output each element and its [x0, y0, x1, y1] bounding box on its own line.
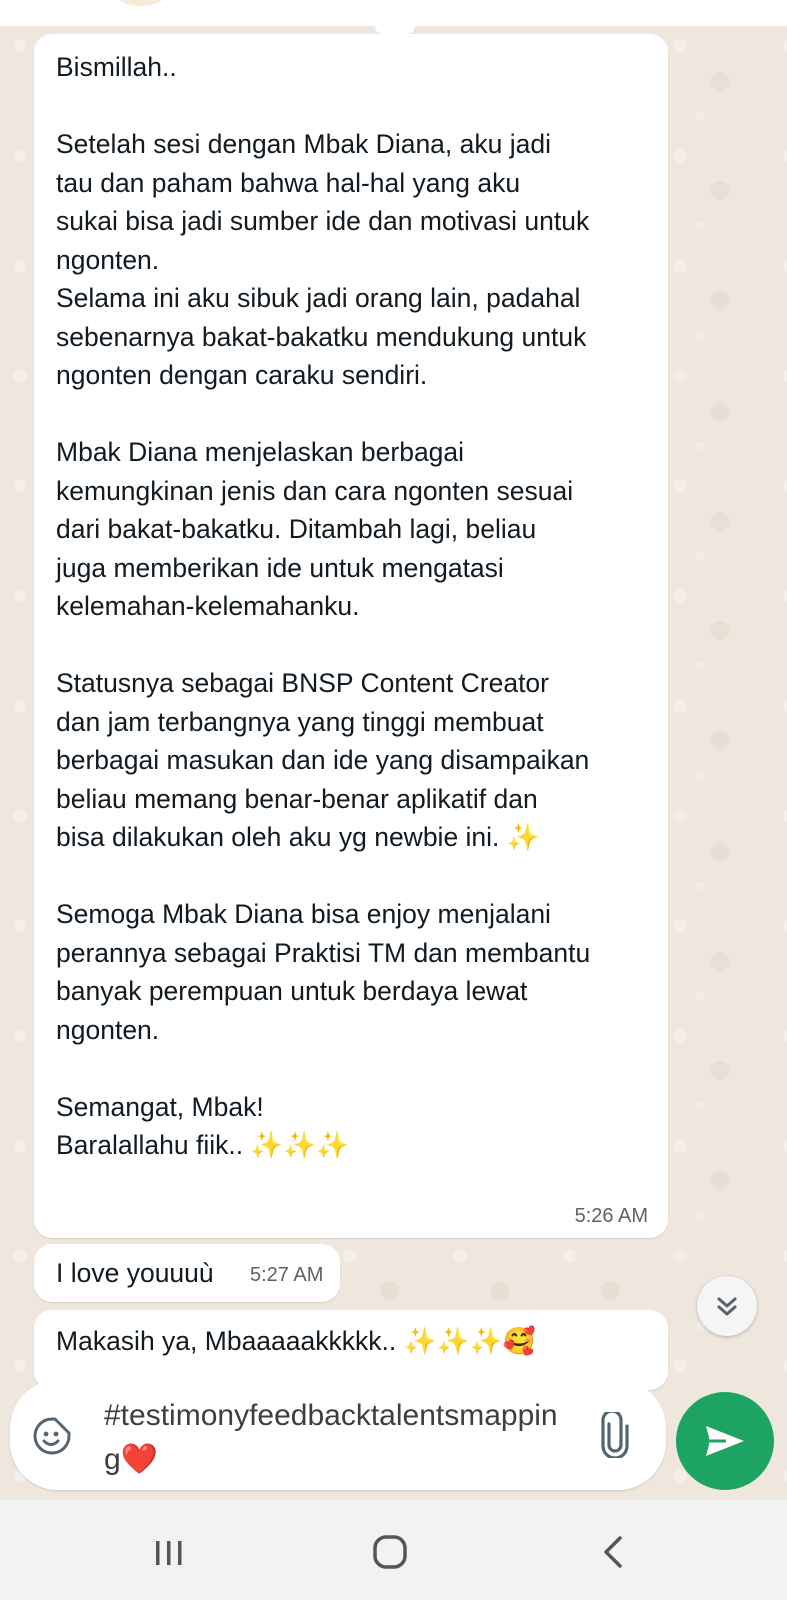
message-bubble-thanks[interactable] — [34, 1310, 668, 1390]
message-bubble-love[interactable] — [34, 1244, 340, 1302]
message-text: Bismillah.. Setelah sesi dengan Mbak Diana, aku jadi tau dan paham bahwa hal-hal yang aku sukai bisa jadi sumber ide dan motivasi untuk ngonten. Selama ini aku sibuk jadi orang lain, padahal sebenarnya bakat-bakatku mendukung untuk ngonten dengan caraku sendiri. Mbak Diana menjelaskan berbagai kemungkinan jenis dan cara ngonten sesuai dari bakat-bakatku. Ditambah lagi, beliau juga memberikan ide untuk mengatasi kelemahan-kelemahanku. Statusnya sebagai BNSP Content Creator dan jam terbangnya yang tinggi membuat berbagai masukan dan ide yang disampaikan beliau memang benar-benar aplikatif dan bisa dilakukan oleh aku yg newbie ini. ✨ Semoga Mbak Diana bisa enjoy menjalani perannya sebagai Praktisi TM dan membantu banyak perempuan untuk berdaya lewat ngonten. Semangat, Mbak! Baralallahu fiik.. ✨✨✨ — [56, 52, 591, 1160]
paperclip-icon[interactable] — [598, 1412, 632, 1458]
scroll-to-bottom-button[interactable] — [697, 1276, 757, 1336]
status-strip — [0, 0, 787, 26]
sticker-icon[interactable] — [32, 1416, 72, 1456]
message-text: I love youuuù — [56, 1258, 214, 1288]
message-composer[interactable] — [10, 1380, 666, 1490]
recent-apps-icon[interactable] — [152, 1538, 186, 1568]
message-timestamp: 5:27 AM — [250, 1264, 324, 1286]
message-input[interactable]: #testimonyfeedbacktalentsmapping❤️ — [104, 1399, 558, 1476]
send-button[interactable] — [676, 1392, 774, 1490]
message-text: Makasih ya, Mbaaaaakkkkk.. ✨✨✨🥰 — [56, 1326, 536, 1356]
send-icon — [704, 1422, 746, 1460]
top-decoration — [118, 0, 164, 6]
scroll-indicator — [375, 26, 415, 34]
message-timestamp: 5:26 AM — [574, 1205, 648, 1227]
system-nav-bar — [0, 1500, 787, 1600]
double-chevron-down-icon — [714, 1293, 740, 1319]
message-bubble-testimony[interactable] — [34, 34, 668, 1238]
back-icon[interactable] — [598, 1534, 628, 1570]
home-icon[interactable] — [372, 1534, 408, 1570]
